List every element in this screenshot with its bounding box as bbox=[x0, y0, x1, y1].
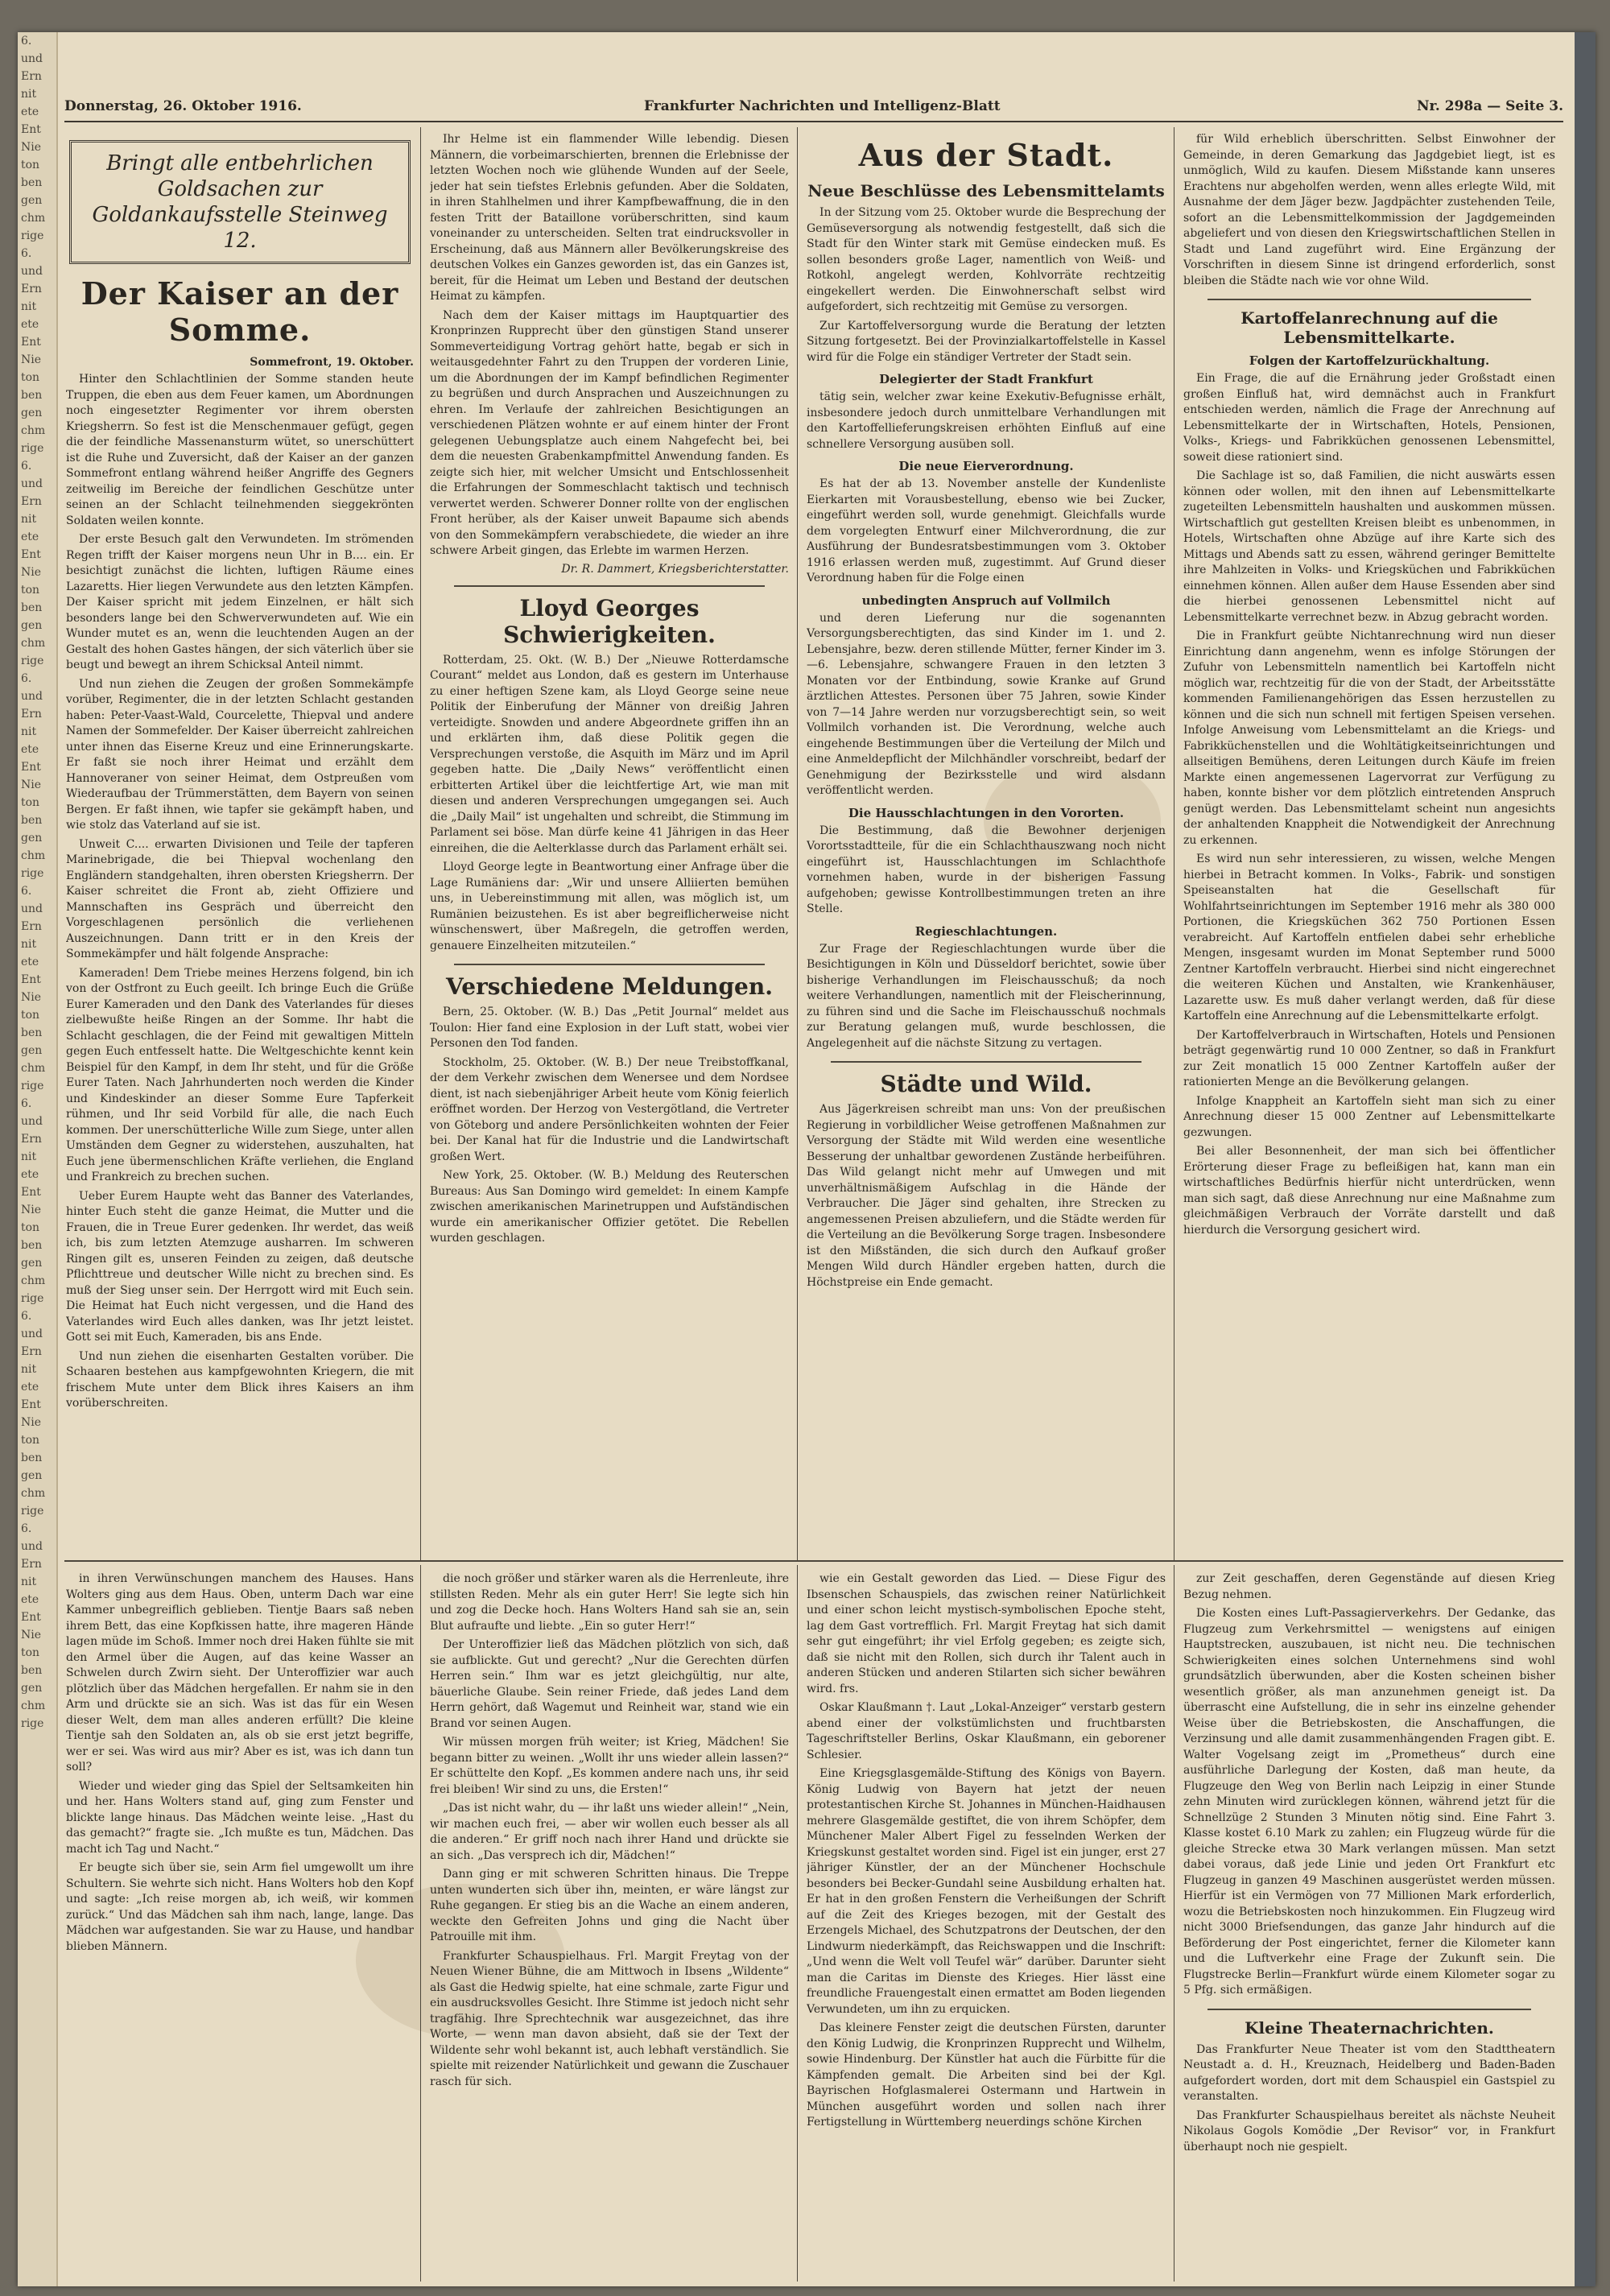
paragraph: Oskar Klaußmann †. Laut „Lokal-Anzeiger“ verstarb gestern abend einer der volkstümlichsten und fruchtbarsten Tageschriftsteller Berlins, Oskar Klaußmann, ein geborener Schlesier. bbox=[807, 1701, 1166, 1761]
strip-fragment: chm bbox=[21, 212, 46, 225]
paragraph: Wir müssen morgen früh weiter; ist Krieg, Mädchen! Sie begann bitter zu weinen. „Wollt ihr uns wieder allein lassen?“ Er schüttelte den Kopf. „Es kommen andere nach uns, ihr seid frei bleiben! Wir sind zu uns, die Ersten!“ bbox=[430, 1736, 789, 1796]
strip-fragment: nit bbox=[21, 513, 37, 526]
paragraph: wie ein Gestalt geworden das Lied. — Diese Figur des Ibsenschen Schauspiels, das zwischen reiner Natürlichkeit und einer schon leicht mystisch-symbolischen Epoche steht, lag dem Gast vortrefflich. Frl. Margit Freytag hat sich damit sehr gut eingeführt; ihr viel Erfolg gegeben; es zeigte sich, daß sie nicht mit den Rollen, sich durch ihr Talent auch in anderen Stücken und anderen Stilarten sich sicher bewähren wird. frs. bbox=[807, 1572, 1166, 1695]
strip-fragment: gen bbox=[21, 1044, 43, 1057]
paragraph: Zur Frage der Regieschlachtungen wurde über die Besichtigungen in Köln und Düsseldorf berichtet, sowie über bisherige Verhandlungen im Fleischausschuß; da noch weitere Verhandlungen, namentlich mit der Fleischerinnung, zu führen sind und die Sache im Fleischausschuß nochmals zur Beratung gelangen muß, wurde beschlossen, die Angelegenheit auf die nächste Sitzung zu vertagen. bbox=[807, 942, 1166, 1050]
article-title-kartoffel: Kartoffelanrechnung auf die Lebensmittelkarte. bbox=[1241, 308, 1498, 347]
strip-fragment: ben bbox=[21, 1452, 43, 1464]
column-3 bbox=[807, 132, 1166, 1525]
strip-fragment: ton bbox=[21, 584, 40, 597]
feuilleton-col-1 bbox=[66, 1571, 414, 2280]
strip-fragment: ton bbox=[21, 1009, 40, 1022]
strip-fragment: Ern bbox=[21, 920, 42, 933]
strip-fragment: rige bbox=[21, 655, 44, 667]
paragraph: in ihren Verwünschungen manchem des Hauses. Hans Wolters ging aus dem Haus. Oben, unterm Dach war eine Kammer unbegreiflich geblieben. Tientje Baars saß neben ihrem Bett, das eine Kopfkissen hatte, ihre mageren Hände lagen müde im Schoß. Immer noch drei Haken fühlte sie mit den Armel über die Augen, auf das keine Wasser an Schwelen durch Zwirn sieht. Der Unteroffizier war auch plötzlich über das Mädchen hergefallen. Er nahm sie in den Arm und drückte sie an sich. Was ist das für ein Wesen dieser Welt, dem man alles anderen erfüllt? Die kleine Tientje sah den Soldaten an, als ob sie erst jetzt begriffe, wer er sei. Was wird aus mir? Aber es ist, was ich dann tun soll? bbox=[66, 1572, 414, 1774]
paragraph: Und nun ziehen die eisenharten Gestalten vorüber. Die Schaaren bestehen aus kampfgewohnten Kriegern, die mit frischem Mute unter dem Blick ihres Kaisers an ihm vorüberschreiten. bbox=[66, 1349, 414, 1410]
strip-fragment: 6. bbox=[21, 885, 32, 898]
paragraph: Ueber Eurem Haupte weht das Banner des Vaterlandes, hinter Euch steht die ganze Heimat, die Mutter und die Frauen, die in Treue Eurer gedenken. Ihr werdet, das weiß ich, bis zum letzten Atemzuge ausharren. Im schweren Ringen gilt es, unseren Feinden zu zeigen, daß deutsche Pflichttreue und deutscher Wille nicht zu brechen sind. Es muß der Sieg unser sein. Der Herrgott wird mit Euch sein. Die Heimat hat Euch nicht vergessen, und die Hand des Vaterlandes wird Euch alles danken, was Ihr jetzt leistet. Gott sei mit Euch, Kameraden, bis ans Ende. bbox=[66, 1189, 414, 1344]
strip-fragment: 6. bbox=[21, 1522, 32, 1535]
paragraph: Rotterdam, 25. Okt. (W. B.) Der „Nieuwe Rotterdamsche Courant“ meldet aus London, daß es gestern im Unterhause zu einer heftigen Szene kam, als Lloyd George seine neue Politik der Einberufung der Männer von dreißig Jahren verteidigte. Snowden und andere Abgeordnete griffen ihn an und erklärten ihm, daß diese Politik gegen die Versprechungen verstoße, die Asquith im März und im April gegeben hatte. Die „Daily News“ veröffentlicht einen erbitterten Artikel über die leichtfertige Art, wie man mit diesen und anderen Versprechungen umgegangen sei. Auch die „Daily Mail“ ist ungehalten und schreibt, die Stimmung im Parlament sei böse. Man dürfe keine 41 Jährigen in das Heer einreihen, die die Aelterklasse durch das Parlament erhält sei. bbox=[430, 653, 789, 855]
strip-fragment: ton bbox=[21, 159, 40, 171]
strip-fragment: ton bbox=[21, 371, 40, 384]
strip-fragment: ete bbox=[21, 318, 39, 331]
paragraph: zur Zeit geschaffen, deren Gegenstände auf diesen Krieg Bezug nehmen. bbox=[1183, 1572, 1555, 1601]
feuilleton-col-4 bbox=[1183, 1571, 1555, 2280]
strip-fragment: 6. bbox=[21, 1097, 32, 1110]
strip-fragment: Nie bbox=[21, 1629, 42, 1641]
strip-fragment: Ent bbox=[21, 761, 41, 774]
strip-fragment: chm bbox=[21, 1487, 46, 1500]
subheading: unbedingten Anspruch auf Vollmilch bbox=[861, 593, 1111, 608]
article-body bbox=[430, 1005, 789, 1247]
subheading: Die Hausschlachtungen in den Vororten. bbox=[848, 805, 1125, 820]
strip-fragment: Ent bbox=[21, 336, 41, 349]
article-body bbox=[430, 653, 789, 955]
strip-fragment: nit bbox=[21, 1150, 37, 1163]
strip-fragment: und bbox=[21, 1115, 43, 1128]
paragraph: Er beugte sich über sie, sein Arm fiel umgewollt um ihre Schultern. Sie wehrte sich nicht. Hans Wolters hob den Kopf und sagte: „Ich reise morgen ab, ich weiß, wir kommen zurück.“ Und das Mädchen sah ihm nach, lange, lange. Das Mädchen war aufgestanden. Sie war zu Hause, und handbar blieben Männern. bbox=[66, 1861, 414, 1953]
paragraph: Infolge Knappheit an Kartoffeln sieht man sich zu einer Anrechnung dieser 15 000 Zentner auf Lebensmittelkarte gezwungen. bbox=[1183, 1094, 1555, 1139]
subheading: Die neue Eierverordnung. bbox=[898, 459, 1074, 473]
strip-fragment: ete bbox=[21, 531, 39, 543]
strip-fragment: Ent bbox=[21, 1398, 41, 1411]
strip-fragment: ben bbox=[21, 389, 43, 402]
column-2 bbox=[430, 132, 789, 1525]
page-number: Nr. 298a — Seite 3. bbox=[1417, 98, 1563, 114]
strip-fragment: chm bbox=[21, 424, 46, 437]
strip-fragment: gen bbox=[21, 1469, 43, 1482]
strip-fragment: ben bbox=[21, 1664, 43, 1677]
strip-fragment: nit bbox=[21, 88, 37, 101]
strip-fragment: Ent bbox=[21, 123, 41, 136]
paragraph: die noch größer und stärker waren als die Herrenleute, ihre stillsten Reden. Mehr als ein guter Herr! Sie legte sich hin und zog die Decke hoch. Hans Wolters Hand sah sie an, sein Blut aufraufte und liebte. „Ein so guter Herr!“ bbox=[430, 1572, 789, 1633]
strip-fragment: chm bbox=[21, 637, 46, 650]
paragraph: Kameraden! Dem Triebe meines Herzens folgend, bin ich von der Ostfront zu Euch geeilt. Ich bringe Euch die Grüße Eurer Kameraden und den Dank des Vaterlandes für dieses zielbewußte heiße Ringen an der Somme. Ihr habt die Schlacht geschlagen, die der Feind mit gewaltigen Mitteln gegen Euch entfesselt hatte. Die Weltgeschichte kennt kein Beispiel für den Kampf, in dem Ihr steht, und für die Größe Eurer Taten. Nach Jahrhunderten noch werden die Kinder und Kindeskinder an dieser Somme Eure Tapferkeit rühmen, und Ihr seid Vorbild für alle, die nach Euch kommen. Der unerschütterliche Wille zum Siege, unter allen Umständen dem Gegner zu widerstehen, auszuhalten, hat Euch jene übermenschlichen Kräfte verliehen, die England und Frankreich zu brechen suchen. bbox=[66, 966, 414, 1183]
strip-fragment: rige bbox=[21, 1292, 44, 1305]
strip-fragment: und bbox=[21, 477, 43, 490]
subheading: Regieschlachtungen. bbox=[914, 923, 1058, 939]
strip-fragment: ben bbox=[21, 814, 43, 827]
strip-fragment: rige bbox=[21, 1080, 44, 1092]
issue-date: Donnerstag, 26. Oktober 1916. bbox=[64, 98, 302, 114]
paragraph: Die in Frankfurt geübte Nichtanrechnung wird nun dieser Einrichtung dann angenehm, wenn es infolge Störungen der Zufuhr von Lebensmitteln namentlich bei Kartoffeln nicht möglich war, rechtzeitig für die von der Stadt, der Arbeitsstätte kommenden Familienangehörigen das Essen herzustellen zu können und die sich nun schnell mit fertigen Speisen versehen. Infolge Anweisung vom Lebensmittelamt an die Kriegs- und Fabrikküchenstellen und die Wohltätigkeitseinrichtungen und allseitigen Bemühens, deren Leitungen durch Käufe im freien Markte einen angemessenen Lagervorrat zur Verfügung zu haben, konnte bisher vor dem plötzlich eintretenden Anspruch genügt werden. Das Lebensmittelamt scheint nun angesichts der anhaltenden Knappheit die Notwendigkeit der Anrechnung zu erkennen. bbox=[1183, 630, 1555, 847]
strip-fragment: ton bbox=[21, 1221, 40, 1234]
strip-fragment: chm bbox=[21, 1699, 46, 1712]
strip-fragment: Nie bbox=[21, 1204, 42, 1216]
article-title-meldungen: Verschiedene Meldungen. bbox=[446, 973, 773, 1000]
masthead bbox=[64, 97, 1563, 122]
strip-fragment: 6. bbox=[21, 1310, 32, 1323]
strip-fragment: nit bbox=[21, 725, 37, 738]
strip-fragment: Ent bbox=[21, 1186, 41, 1199]
paragraph: Die Kosten eines Luft-Passagierverkehrs. Der Gedanke, das Flugzeug zum Verkehrsmittel — wenigstens auf einigen Hauptstrecken, auszubauen, ist nicht neu. Die technischen Schwierigkeiten eines solchen Unternehmens sind wohl grundsätzlich überwunden, aber die Kosten scheinen bisher wesentlich größer, als man anzunehmen geneigt ist. Da überrascht eine Aufstellung, die in sehr ins einzelne gehender Weise über die Betriebskosten, die Anschaffungen, die Verzinsung und alle damit zusammenhängenden Fragen gibt. E. Walter Vogelsang zeigt im „Prometheus“ durch eine ausführliche Darlegung der Kosten, daß man heute, da Flugzeuge den Weg von Berlin nach Leipzig in einer Stunde zehn Minuten wird zurücklegen können, während jetzt für die Schnellzüge 2 Stunden 3 Minuten nötig sind. Eine Fahrt 3. Klasse kostet 6.10 Mark zu zahlen; ein Flugzeug würde für die gleiche Strecke etwa 30 Mark verlangen müssen. Man setzt dabei voraus, daß jede Linie und jeden Ort Frankfurt etc Flugzeug in ganzen 49 Maschinen ausgerüstet werden müssen. Hierfür ist ein Vermögen von 77 Millionen Mark erforderlich, wozu die Betriebskosten noch hinzukommen. Ein Flugzeug wird nicht 3000 Briefsendungen, das ganze Jahr hindurch auf die Beförderung der Post eingerichtet, ferner die Kilometer kann und die Luftverkehr eine Frage der Zukunft sein. Die Flugstrecke Berlin—Frankfurt würde einem Kilometer sogar zu 5 Pfg. sich ermäßigen. bbox=[1183, 1607, 1555, 1997]
strip-fragment: und bbox=[21, 902, 43, 915]
paragraph: Frankfurter Schauspielhaus. Frl. Margit Freytag von der Neuen Wiener Bühne, die am Mittwoch in Ibsens „Wildente“ als Gast die Hedwig spielte, hat eine schmale, zarte Figur und ein ausdrucksvolles Gesicht. Ihre Stimme ist jedoch nicht sehr tragfähig. Ihre Sprechtechnik war ausgezeichnet, das ihre Worte, — wenn man davon absieht, daß sie der Text der Wildente sehr wohl bekannt ist, auch lebhaft verständlich. Sie spielte mit reizender Natürlichkeit und gewann die Zuschauer rasch für sich. bbox=[430, 1949, 789, 2088]
strip-fragment: 6. bbox=[21, 35, 32, 47]
paragraph: Die Bestimmung, daß die Bewohner derjenigen Vorortsstadtteile, für die ein Schlachthauszwang noch nicht eingeführt ist, Hausschlachtungen im Schlachthofe vornehmen haben, wurde in der bisherigen Fassung aufgehoben; gewisse Kontrollbestimmungen treten an ihre Stelle. bbox=[807, 824, 1166, 915]
byline: Dr. R. Dammert, Kriegsberichterstatter. bbox=[561, 562, 789, 576]
strip-fragment: ete bbox=[21, 1168, 39, 1181]
strip-fragment: 6. bbox=[21, 672, 32, 685]
paragraph: tätig sein, welcher zwar keine Exekutiv-Befugnisse erhält, insbesondere jedoch durch unmittelbare Verhandlungen mit den Kartoffellieferungskreisen erhöhten Einfluß auf eine schnellere Versorgung ausüben soll. bbox=[807, 390, 1166, 451]
strip-fragment: chm bbox=[21, 1274, 46, 1287]
strip-fragment: rige bbox=[21, 867, 44, 880]
previous-page-strip bbox=[18, 32, 58, 2286]
strip-fragment: ton bbox=[21, 1646, 40, 1659]
newspaper-page bbox=[18, 32, 1596, 2286]
strip-fragment: ete bbox=[21, 105, 39, 118]
strip-fragment: Nie bbox=[21, 353, 42, 366]
article-title-theater: Kleine Theaternachrichten. bbox=[1245, 2017, 1494, 2038]
subheading: Folgen der Kartoffelzurückhaltung. bbox=[1249, 353, 1490, 368]
strip-fragment: chm bbox=[21, 849, 46, 862]
paragraph: Hinter den Schlachtlinien der Somme standen heute Truppen, die eben aus dem Feuer kamen, um Abordnungen noch eingesetzter Regimenter vor ihrem obersten Kriegsherrn. So fest ist die Menschenmauer gefügt, gegen die der feindliche Massenansturm wütet, so unerschüttert ist die Ruhe und Zuversicht, daß der Kaiser an der ganzen Sommefront entlang während heißer Angriffe des Gegners zeitweilig im Bereiche der feindlichen Geschütze unter seinen an der Schlacht teilnehmenden sieggekrönten Soldaten weilen konnte. bbox=[66, 373, 414, 527]
paragraph: Ihr Helme ist ein flammender Wille lebendig. Diesen Männern, die vorbeimarschierten, brennen die Erlebnisse der letzten Wochen noch wie glühende Wunden auf der Seele, jeder hat sein tiefstes Erlebnis gefunden. Aber die Soldaten, in ihren Stahlhelmen und ihrer Kampfbewaffnung, die in den festen Tritt der Bataillone vorüberschritten, sind kaum voneinander zu unterscheiden. Selten trat eindrucksvoller in Erscheinung, daß aus Männern aller Bevölkerungskreise des deutschen Volkes ein Ganzes geworden ist, das ein Ganzes ist, bereit, für die Heimat um Leben und Bestand der deutschen Heimat zu kämpfen. bbox=[430, 133, 789, 303]
strip-fragment: 6. bbox=[21, 247, 32, 260]
paragraph: Das Frankfurter Schauspielhaus bereitet als nächste Neuheit Nikolaus Gogols Komödie „Der Revisor“ vor, in Frankfurt überhaupt noch nie gespielt. bbox=[1183, 2108, 1555, 2154]
strip-fragment: gen bbox=[21, 1682, 43, 1695]
strip-fragment: Nie bbox=[21, 778, 42, 791]
article-title-kaiser: Der Kaiser an der Somme. bbox=[80, 275, 399, 348]
binding-edge bbox=[1575, 32, 1596, 2286]
paragraph: Das Frankfurter Neue Theater ist vom den Stadttheatern Neustadt a. d. H., Kreuznach, Heidelberg und Baden-Baden aufgefordert worden, dort mit dem Schauspiel ein Gastspiel zu veranstalten. bbox=[1183, 2042, 1555, 2103]
strip-fragment: Nie bbox=[21, 991, 42, 1004]
strip-fragment: und bbox=[21, 265, 43, 278]
article-title-lebensmittelamt: Neue Beschlüsse des Lebensmittelamts bbox=[807, 181, 1165, 200]
paragraph: Bei aller Besonnenheit, der man sich bei öffentlicher Erörterung dieser Frage zu befleißigen hat, kann man ein wirtschaftliches Bedürfnis hierfür nicht unterdrücken, wenn man sich sagt, daß diese Anrechnung nur eine Maßnahme zum gleichmäßigen Verbrauch der Vorräte darstellt und daß hierdurch die Versorgung gesichert wird. bbox=[1183, 1145, 1555, 1237]
strip-fragment: Ern bbox=[21, 283, 42, 295]
feuilleton-col-3 bbox=[807, 1571, 1166, 2280]
strip-fragment: Ent bbox=[21, 1611, 41, 1624]
strip-fragment: ben bbox=[21, 176, 43, 189]
strip-fragment: ete bbox=[21, 956, 39, 968]
strip-fragment: gen bbox=[21, 1257, 43, 1270]
paragraph: Ein Frage, die auf die Ernährung jeder Großstadt einen großen Einfluß hat, wird demnächst auch in Frankfurt entschieden werden, nämlich die Frage der Anrechnung auf Lebensmittelkarte der in Wirtschaften, Hotels, Pensionen, Volks-, Kriegs- und Fabrikküchen genossenen Lebensmittel, soweit diese rationiert sind. bbox=[1183, 372, 1555, 464]
strip-fragment: ete bbox=[21, 1593, 39, 1606]
strip-fragment: ben bbox=[21, 601, 43, 614]
paragraph: Nach dem der Kaiser mittags im Hauptquartier des Kronprinzen Rupprecht über den günstigen Stand unserer Sommeverteidigung Vortrag gehört hatte, begab er sich in weitausgedehnter Fahrt zu den Truppen der vorderen Linie, um die Abordnungen der im Kampf befindlichen Regimenter zu begrüßen und durch Ansprachen und Auszeichnungen zu ehren. Im Verlaufe der zahlreichen Besichtigungen an verschiedenen Plätzen wohnte er auf einem hinter der Front gelegenen Uebungsplatze auch einem Nahgefecht bei, bei dem die neuesten Grabenkampfmittel Anwendung fanden. Es zeigte sich hier, mit welcher Umsicht und Entschlossenheit die Erfahrungen der Sommeschlacht taktisch und technisch verwertet werden. Schwerer Donner rollte von der englischen Front herüber, als der Kaiser unweit Bapaume sich abends von den Sommekämpfern verabschiedete, die wieder an ihre schwere Arbeit gingen, das Erlebte im warmen Herzen. bbox=[430, 308, 789, 557]
strip-fragment: ete bbox=[21, 1381, 39, 1394]
strip-fragment: Ern bbox=[21, 1133, 42, 1146]
strip-fragment: ton bbox=[21, 796, 40, 809]
strip-fragment: Ern bbox=[21, 495, 42, 508]
strip-fragment: nit bbox=[21, 1575, 37, 1588]
paragraph: Zur Kartoffelversorgung wurde die Beratung der letzten Sitzung fortgesetzt. Bei der Provinzialkartoffelstelle in Kassel wird für die Folge ein ständiger Vertreter der Stadt sein. bbox=[807, 319, 1166, 364]
article-body bbox=[66, 372, 414, 1412]
paragraph: für Wild erheblich überschritten. Selbst Einwohner der Gemeinde, in deren Gemarkung das Jagdgebiet liegt, ist es unmöglich, Wild zu kaufen. Diesem Mißstande kann unseres Erachtens nur abgeholfen werden, wenn alles erlegte Wild, mit Ausnahme der dem Jäger bezw. Jagdpächter zustehenden Teile, sofort an die Lebensmittelkommission der Jagdgemeinden abgeliefert und von diesen den Kriegswirtschaftlichen Stellen in Stadt und Land zugeführt wird. Eine Ergänzung der Vorschriften in diesem Sinne ist dringend erforderlich, sonst bleiben die Städte nach wie vor ohne Wild. bbox=[1183, 133, 1555, 287]
strip-fragment: rige bbox=[21, 229, 44, 242]
strip-fragment: Ern bbox=[21, 1558, 42, 1571]
paragraph: Und nun ziehen die Zeugen der großen Sommekämpfe vorüber, Regimenter, die in der letzten Schlacht gestanden haben: Peter-Vaast-Wald, Courcelette, Thiepval und andere Namen der Sommefelder. Der Kaiser überreicht zahlreichen unter ihnen das Eiserne Kreuz und eine Erinnerungskarte. Er faßt sie noch ihrer Heimat und erzählt dem Hannoveraner von seiner Heimat, dem Ostpreußen vom Wiederaufbau der Trümmerstätten, dem Bayern von seinen Bergen. Er faßt ihnen, wie tapfer sie gekämpft haben, und wie stolz das Vaterland auf sie ist. bbox=[66, 677, 414, 832]
strip-fragment: gen bbox=[21, 832, 43, 844]
strip-fragment: gen bbox=[21, 407, 43, 419]
column-4 bbox=[1183, 132, 1555, 1525]
strip-fragment: nit bbox=[21, 1363, 37, 1376]
paragraph: Der Kartoffelverbrauch in Wirtschaften, Hotels und Pensionen beträgt gegenwärtig rund 10 000 Zentner, so daß in Frankfurt zur Zeit monatlich 15 000 Zentner Kartoffeln außer der rationierten Menge an die Bevölkerung gelangen. bbox=[1183, 1028, 1555, 1088]
strip-fragment: und bbox=[21, 52, 43, 65]
article-title-wild: Städte und Wild. bbox=[880, 1071, 1092, 1097]
strip-fragment: und bbox=[21, 1328, 43, 1340]
strip-fragment: Ern bbox=[21, 70, 42, 83]
strip-fragment: nit bbox=[21, 938, 37, 951]
paragraph: Es hat der ab 13. November anstelle der Kundenliste Eierkarten mit Vorausbestellung, ebenso wie bei Zucker, eingeführt werden soll, wurde genehmigt. Gleichfalls wurde dem vorgelegten Entwurf einer Milchverordnung, die zur Ausführung der Bundesratsbestimmungen vom 3. Oktober 1916 erlassen werden muß, zugestimmt. Auf Grund dieser Verordnung haben für die Folge einen bbox=[807, 477, 1166, 584]
gold-ad: Bringt alle entbehrlichen Goldsachen zur Goldankaufsstelle Steinweg 12. bbox=[69, 140, 411, 264]
strip-fragment: Nie bbox=[21, 141, 42, 154]
strip-fragment: gen bbox=[21, 194, 43, 207]
strip-fragment: rige bbox=[21, 1717, 44, 1730]
feuilleton-col-2 bbox=[430, 1571, 789, 2280]
article-title-lloyd: Lloyd Georges Schwierigkeiten. bbox=[503, 594, 716, 648]
strip-fragment: ben bbox=[21, 1239, 43, 1252]
strip-fragment: Nie bbox=[21, 566, 42, 579]
paragraph: Unweit C.... erwarten Divisionen und Teile der tapferen Marinebrigade, die bei Thiepval wochenlang den Engländern standgehalten, ihren obersten Kriegsherrn. Der Kaiser schreitet die Front ab, zieht Offiziere und Mannschaften ins Gespräch und überreicht den Vorgeschlagenen persönlich die verliehenen Auszeichnungen. Dann tritt er in den Kreis der Sommekämpfer und hält folgende Ansprache: bbox=[66, 837, 414, 960]
strip-fragment: Ern bbox=[21, 1345, 42, 1358]
paragraph: „Das ist nicht wahr, du — ihr laßt uns wieder allein!“ „Nein, wir machen euch frei, — aber wir wollen euch besser als all die anderen.“ Er griff noch nach ihrer Hand und drückte sie an sich. „Das versprech ich dir, Mädchen!“ bbox=[430, 1802, 789, 1862]
paper-name: Frankfurter Nachrichten und Intelligenz-Blatt bbox=[644, 98, 1001, 114]
paragraph: Stockholm, 25. Oktober. (W. B.) Der neue Treibstoffkanal, der dem Verkehr zwischen dem Wenersee und dem Nordsee dient, ist nach siebenjähriger Arbeit heute vom König feierlich eröffnet worden. Der Herzog von Vestergötland, die Vertreter von Göteborg und andere Persönlichkeiten wohnten der Feier bei. Der Kanal hat für die Industrie und die Landwirtschaft großen Wert. bbox=[430, 1055, 789, 1163]
strip-fragment: 6. bbox=[21, 460, 32, 473]
strip-fragment: ton bbox=[21, 1434, 40, 1447]
strip-fragment: rige bbox=[21, 1505, 44, 1518]
strip-fragment: gen bbox=[21, 619, 43, 632]
strip-fragment: nit bbox=[21, 300, 37, 313]
paragraph: Dann ging er mit schweren Schritten hinaus. Die Treppe unten wunderten sich über ihn, meinten, er wäre längst zur Ruhe gegangen. Er stieg bis an die Wache an einem anderen, weckte den Gefreiten Johns und ging die Nacht über Patrouille mit ihm. bbox=[430, 1868, 789, 1943]
strip-fragment: ben bbox=[21, 1026, 43, 1039]
strip-fragment: und bbox=[21, 690, 43, 703]
dateline: Sommefront, 19. Oktober. bbox=[250, 356, 414, 369]
strip-fragment: Ern bbox=[21, 708, 42, 721]
paragraph: Der Unteroffizier ließ das Mädchen plötzlich von sich, daß sie aufblickte. Gut und gerecht? „Nur die Gerechten dürfen Herren sein.“ Ihm war es jetzt gleichgültig, nur alte, bäuerliche Glaube. Sein reiner Friede, daß jedes Land dem Herrn gehört, daß Wagemut und Reinheit war, stand wie ein Brand vor seinen Augen. bbox=[430, 1638, 789, 1730]
strip-fragment: chm bbox=[21, 1062, 46, 1075]
paragraph: New York, 25. Oktober. (W. B.) Meldung des Reuterschen Bureaus: Aus San Domingo wird gemeldet: In einem Kampfe zwischen amerikanischen Marinetruppen und Aufständischen wurde ein amerikanischer Offizier getötet. Die Rebellen wurden geschlagen. bbox=[430, 1169, 789, 1245]
paragraph: Lloyd George legte in Beantwortung einer Anfrage über die Lage Rumäniens dar: „Wir und unsere Alliierten bemühen uns, in Uebereinstimmung mit allen, was möglich ist, um Rumänien beizustehen. Es ist aber begreiflicherweise nicht wünschenswert, über Maßregeln, die getroffen werden, genauere Einzelheiten mitzuteilen.“ bbox=[430, 861, 789, 952]
strip-fragment: Ent bbox=[21, 548, 41, 561]
column-1 bbox=[66, 132, 414, 1525]
paragraph: Wieder und wieder ging das Spiel der Seltsamkeiten hin und her. Hans Wolters stand auf, ging zum Fenster und blickte lange hinaus. Das Mädchen weinte leise. „Hast du das gemacht?“ fragte sie. „Ich mußte es tun, Mädchen. Das macht ich Tag und Nacht.“ bbox=[66, 1779, 414, 1856]
paragraph: Eine Kriegsglasgemälde-Stiftung des Königs von Bayern. König Ludwig von Bayern hat jetzt der neuen protestantischen Kirche St. Johannes in München-Haidhausen mehrere Glasgemälde gestiftet, die von ihrem Schöpfer, dem Münchener Maler Albert Figel zu fesselnden Werken der Kriegskunst gestaltet worden sind. Figel ist ein junger, erst 27 jähriger Künstler, der an der Münchener Hochschule besonders bei Becker-Gundahl seine Ausbildung erhalten hat. Er hat in den großen Fenstern die Verheißungen der Schrift auf die Zeit des Krieges bezogen, mit der Gestalt des Erzengels Michael, des Schutzpatrons der Deutschen, der den Lindwurm niederkämpft, das Reichswappen und die Inschrift: „Und wenn die Welt voll Teufel wär“ darüber. Darunter sieht man die Caritas im Dienste des Krieges. Hier lässt eine freundliche Frauengestalt einen ermattet am Boden liegenden Verwundeten, um ihn zu erquicken. bbox=[807, 1767, 1166, 2016]
paragraph: Bern, 25. Oktober. (W. B.) Das „Petit Journal“ meldet aus Toulon: Hier fand eine Explosion in der Luft statt, wobei vier Personen den Tod fanden. bbox=[430, 1006, 789, 1050]
paragraph: Die Sachlage ist so, daß Familien, die nicht auswärts essen können oder wollen, mit den ihnen auf Lebensmittelkarte zugeteilten Lebensmitteln haushalten und auskommen müssen. Wirtschaftlich gut gestellten Kreisen bleibt es unbenommen, in Hotels, Wirtschaften ohne Abzüge auf ihre Karte sich des Mittags und Abends satt zu essen, während geringer Bemittelte ihre Mahlzeiten in Volks- und Kriegsküchen und Fabrikküchen einnehmen können. Allen außer dem Hause Essenden aber sind die hierbei genossenen Lebensmittel nicht auf Lebensmittelkarte verrechnet bezw. in Abzug gebracht worden. bbox=[1183, 469, 1555, 624]
paragraph: Es wird nun sehr interessieren, zu wissen, welche Mengen hierbei in Betracht kommen. In Volks-, Fabrik- und sonstigen Speiseanstalten hat die Gesellschaft für Wohlfahrtseinrichtungen im September 1916 mehr als 380 000 Portionen, die Kriegsküchen 362 750 Portionen Essen verabreicht. Auf Kartoffeln entfielen dabei sehr erhebliche Mengen, insgesamt wurden im Monat September rund 5000 Zentner Kartoffeln verbraucht. Hierbei sind nicht eingerechnet die weiteren Küchen und Anstalten, wie Krankenhäuser, Lazarette usw. Es muß daher verlangt werden, daß für diese Kartoffeln eine Anrechnung auf die Lebensmittelkarte erfolgt. bbox=[1183, 853, 1555, 1022]
strip-fragment: rige bbox=[21, 442, 44, 455]
strip-fragment: Nie bbox=[21, 1416, 42, 1429]
subheading: Delegierter der Stadt Frankfurt bbox=[879, 372, 1093, 386]
strip-fragment: ete bbox=[21, 743, 39, 756]
paragraph: Der erste Besuch galt den Verwundeten. Im strömenden Regen trifft der Kaiser morgens neun Uhr in B.... ein. Er besichtigt zunächst die lichten, luftigen Räume eines Lazaretts. Hier liegen Verwundete aus den letzten Kämpfen. Der Kaiser spricht mit jedem Einzelnen, er hält sich besonders lange bei den Schwerverwundeten auf. Wie ein Wunder mutet es an, wenn die leuchtenden Augen an der Gestalt des hohen Gastes hängen, der sich väterlich über sie beugt und bewegt an ihrem Schicksal Anteil nimmt. bbox=[66, 533, 414, 671]
strip-fragment: und bbox=[21, 1540, 43, 1553]
paragraph: In der Sitzung vom 25. Oktober wurde die Besprechung der Gemüseversorgung als notwendig festgestellt, daß sich die Stadt für den Winter stark mit Gemüse eindecken muß. Es sollen besonders große Lager, namentlich von Weiß- und Rotkohl, angelegt werden, Kohlvorräte rechtzeitig eingekellert werden. Die Einwohnerschaft selbst wird aufgefordert, sich rechtzeitig mit Gemüse zu versorgen. bbox=[807, 206, 1166, 313]
strip-fragment: Ent bbox=[21, 973, 41, 986]
article-body bbox=[430, 132, 789, 560]
paragraph: und deren Lieferung nur die sogenannten Versorgungsberechtigten, das sind Kinder im 1. und 2. Lebensjahre, bezw. deren stillende Mütter, ferner Kinder im 3.—6. Lebensjahre, schwangere Frauen in den letzten 3 Monaten vor der Entbindung, sowie Kranke auf Grund ärztlichen Attestes. Personen über 75 Jahren, sowie Kinder von 7—14 Jahre werden nur vorzugsberechtigt sein, so weit Vollmilch vorhanden ist. Die Verordnung, welche auch eingehende Bestimmungen über die Verteilung der Milch und eine Anmeldepflicht der Milchhändler vorschreibt, bedarf der Genehmigung der Bezirksstelle und wird alsdann veröffentlicht werden. bbox=[807, 611, 1166, 797]
paragraph: Das kleinere Fenster zeigt die deutschen Fürsten, darunter den König Ludwig, die Kronprinzen Rupprecht und Wilhelm, sowie Hindenburg. Der Künstler hat auch die Fürbitte für die Kämpfenden gemalt. Die Arbeiten sind bei der Kgl. Bayrischen Hofglasmalerei Ostermann und Hartwein in München ausgeführt worden und sollen nach ihrer Fertigstellung in Württemberg neuerdings schöne Kirchen bbox=[807, 2021, 1166, 2129]
section-title-stadt: Aus der Stadt. bbox=[858, 137, 1114, 173]
paragraph: Aus Jägerkreisen schreibt man uns: Von der preußischen Regierung in vorbildlicher Weise getroffenen Maßnahmen zur Versorgung der Städte mit Wild werden eine wesentliche Besserung der unhaltbar gewordenen Zustände herbeiführen. Das Wild gelangt nicht mehr auf Umwegen und mit unverhältnismäßigem Aufschlag in die Hände der Verbraucher. Die Jäger sind gehalten, ihre Strecken zu angemessenen Preisen abzuliefern, und die Städte werden für die Verteilung an die Bevölkerung Sorge tragen. Insbesondere ist den Mißständen, die sich durch den Aufkauf großer Mengen Wild durch Händler ergeben hatten, durch die Höchstpreise ein Ende gemacht. bbox=[807, 1103, 1166, 1289]
